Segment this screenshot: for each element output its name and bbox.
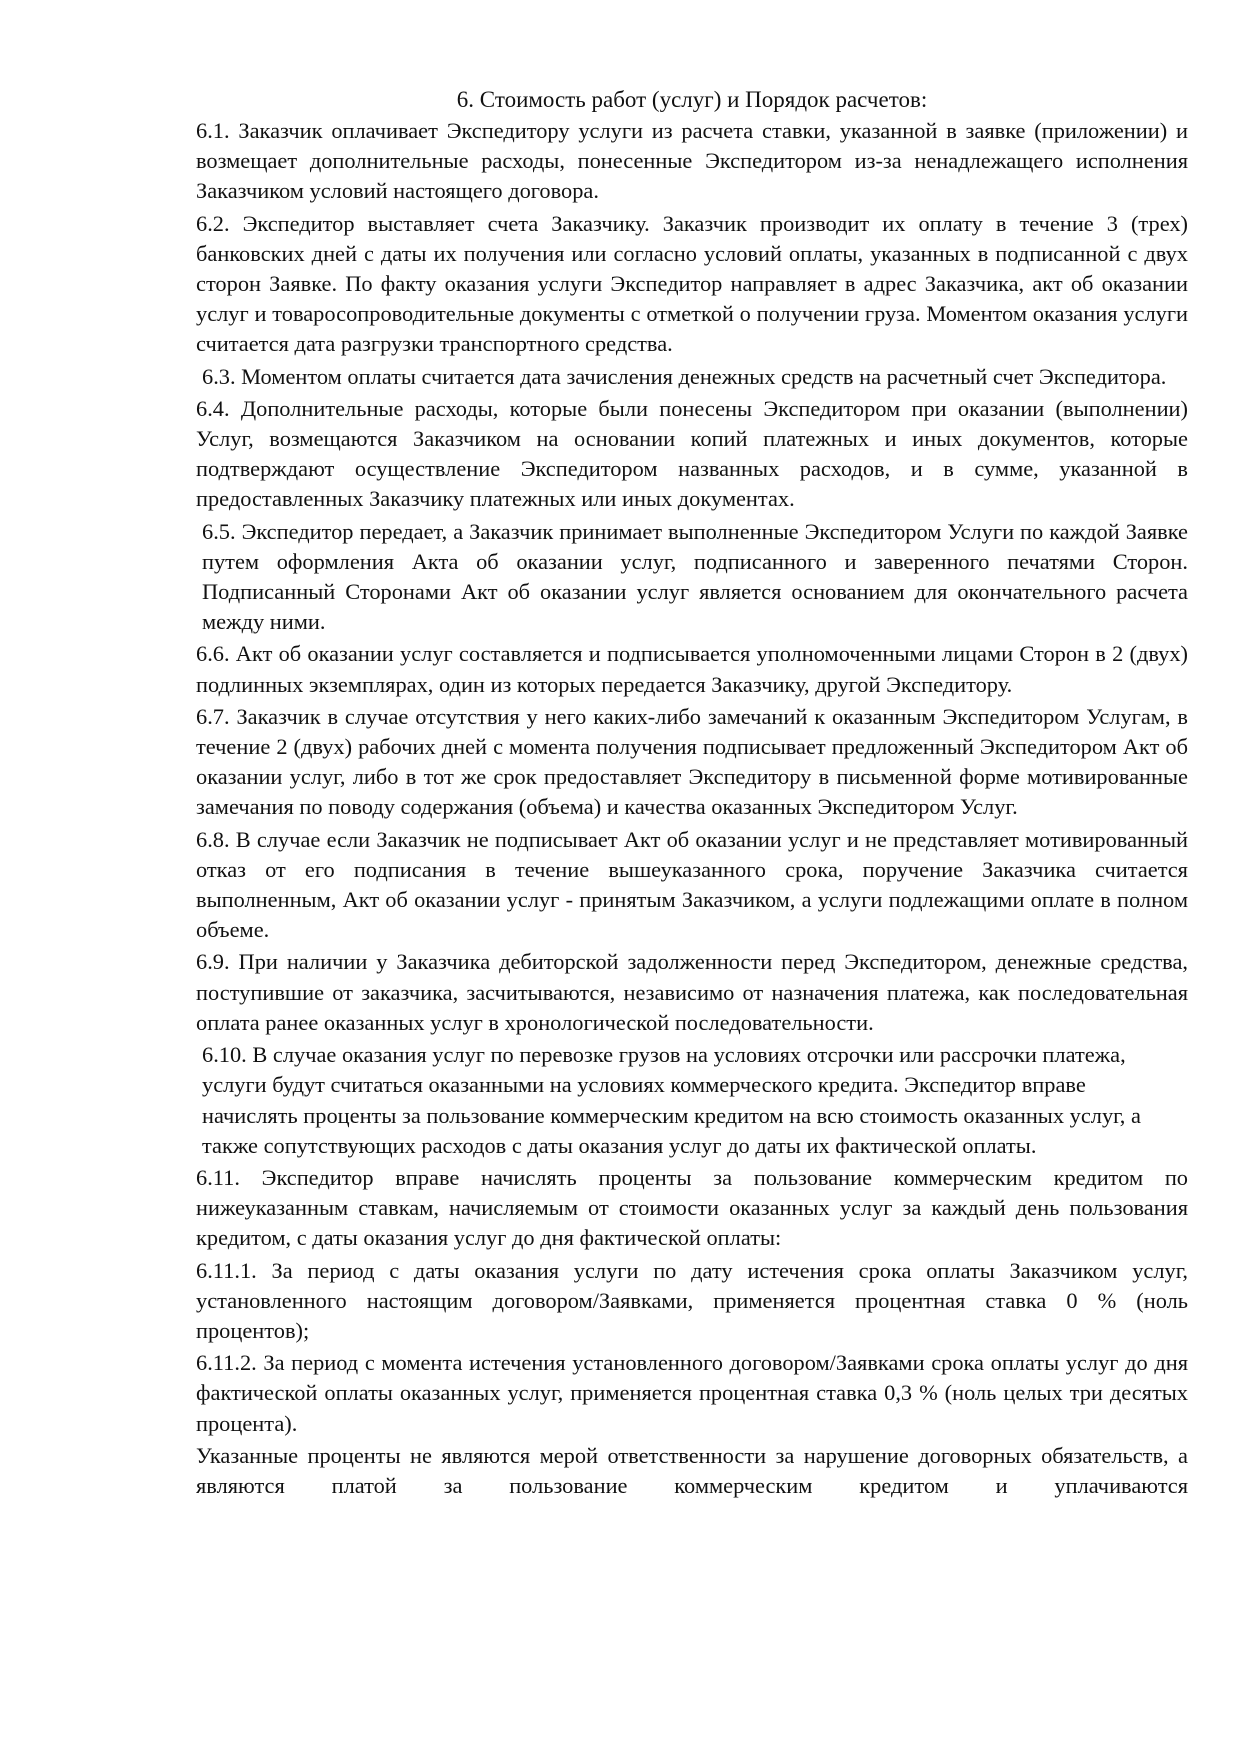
paragraph-6-6: 6.6. Акт об оказании услуг составляется и подписывается уполномоченными лицами Сторон в 2 (двух) подлинных экземплярах, один из которых передается Заказчику, другой Экспедитору. <box>196 641 1188 697</box>
paragraph-6-11-1: 6.11.1. За период с даты оказания услуги по дату истечения срока оплаты Заказчиком услуг, установленного настоящим договором/Заявками, применяется процентная ставка 0 % (ноль процентов); <box>196 1257 1188 1343</box>
paragraph-6-5: 6.5. Экспедитор передает, а Заказчик принимает выполненные Экспедитором Услуги по каждой Заявке путем оформления Акта об оказании услуг, подписанного и заверенного печатями Сторон. Подписанный Сторонами Акт об оказании услуг является основанием для окончательного расчета между ними. <box>202 518 1188 635</box>
paragraph-6-8: 6.8. В случае если Заказчик не подписывает Акт об оказании услуг и не представляет мотивированный отказ от его подписания в течение вышеуказанного срока, поручение Заказчика считается выполненным, Акт об оказании услуг - принятым Заказчиком, а услуги подлежащими оплате в полном объеме. <box>196 826 1188 943</box>
document-body <box>196 84 1188 1503</box>
paragraph-6-10: 6.10. В случае оказания услуг по перевозке грузов на условиях отсрочки или рассрочки платежа, услуги будут считаться оказанными на условиях коммерческого кредита. Экспедитор вправе начислять проценты за пользование коммерческим кредитом на всю стоимость оказанных услуг, а также сопутствующих расходов с даты оказания услуг до даты их фактической оплаты. <box>202 1042 1141 1158</box>
paragraph-6-11-2: 6.11.2. За период с момента истечения установленного договором/Заявками срока оплаты услуг до дня фактической оплаты оказанных услуг, применяется процентная ставка 0,3 % (ноль целых три десятых процента). <box>196 1350 1188 1436</box>
paragraph-6-2: 6.2. Экспедитор выставляет счета Заказчику. Заказчик производит их оплату в течение 3 (трех) банковских дней с даты их получения или согласно условий оплаты, указанных в подписанной с двух сторон Заявке. По факту оказания услуги Экспедитор направляет в адрес Заказчика, акт об оказании услуг и товаросопроводительные документы с отметкой о получении груза. Моментом оказания услуги считается дата разгрузки транспортного средства. <box>196 210 1188 357</box>
section-title: 6. Стоимость работ (услуг) и Порядок расчетов: <box>456 87 928 112</box>
paragraph-6-4: 6.4. Дополнительные расходы, которые были понесены Экспедитором при оказании (выполнении) Услуг, возмещаются Заказчиком на основании копий платежных и иных документов, которые подтверждают осуществление Экспедитором названных расходов, и в сумме, указанной в предоставленных Заказчику платежных или иных документах. <box>196 395 1188 512</box>
paragraph-6-9: 6.9. При наличии у Заказчика дебиторской задолженности перед Экспедитором, денежные средства, поступившие от заказчика, засчитываются, независимо от назначения платежа, как последовательная оплата ранее оказанных услуг в хронологической последовательности. <box>196 949 1188 1035</box>
paragraph-6-1: 6.1. Заказчик оплачивает Экспедитору услуги из расчета ставки, указанной в заявке (приложении) и возмещает дополнительные расходы, понесенные Экспедитором из-за ненадлежащего исполнения Заказчиком условий настоящего договора. <box>196 118 1188 204</box>
paragraph-6-3: 6.3. Моментом оплаты считается дата зачисления денежных средств на расчетный счет Экспедитора. <box>202 363 1167 389</box>
paragraph-6-11: 6.11. Экспедитор вправе начислять проценты за пользование коммерческим кредитом по нижеуказанным ставкам, начисляемым от стоимости оказанных услуг за каждый день пользования кредитом, с даты оказания услуг до дня фактической оплаты: <box>196 1164 1188 1251</box>
paragraph-interest-note: Указанные проценты не являются мерой ответственности за нарушение договорных обязательств, а являются платой за пользование коммерческим кредитом и уплачиваются <box>196 1442 1188 1498</box>
paragraph-6-7: 6.7. Заказчик в случае отсутствия у него каких-либо замечаний к оказанным Экспедитором Услугам, в течение 2 (двух) рабочих дней с момента получения подписывает предложенный Экспедитором Акт об оказании услуг, либо в тот же срок предоставляет Экспедитору в письменной форме мотивированные замечания по поводу содержания (объема) и качества оказанных Экспедитором Услуг. <box>196 703 1188 820</box>
